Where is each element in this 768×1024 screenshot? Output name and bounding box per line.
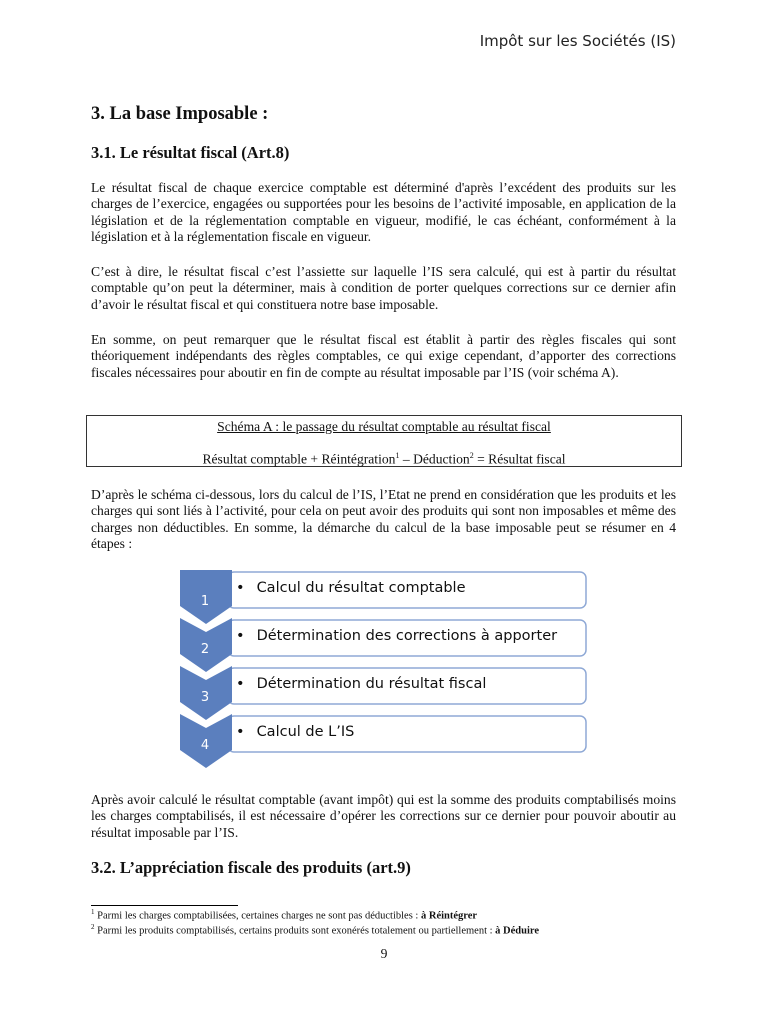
step-number-4: 4 — [200, 738, 210, 753]
paragraph-definition: Le résultat fiscal de chaque exercice comptable est déterminé d'après l’excédent des produits sur les charges de l’exercice, engagées ou supportées pour les besoins de l’activité imposable, en application de la législation et de la réglementation comptable en vigueur, modifié, le cas échéant, conformément à la législation et à la réglementation fiscale en vigueur. — [91, 180, 676, 245]
steps-diagram-graphics — [178, 566, 590, 776]
footnote-1-emphasis: à Réintégrer — [420, 910, 478, 922]
schema-a-formula — [87, 451, 681, 468]
footnote-2-text: Parmi les produits comptabilisés, certains produits sont exonérés totalement ou partiellement : — [94, 925, 496, 937]
footnote-2-emphasis: à Déduire — [495, 925, 540, 937]
step-number-1: 1 — [200, 594, 210, 609]
footnote-ref-1: 1 — [395, 451, 400, 460]
footnote-separator — [91, 905, 238, 906]
formula-reintegration: Résultat comptable + Réintégration — [202, 451, 396, 467]
section-heading-3-1: 3.1. Le résultat fiscal (Art.8) — [91, 143, 290, 162]
formula-result: = Résultat fiscal — [473, 451, 566, 467]
footnote-marker-2: 2 — [91, 923, 95, 931]
step-label-2: • Détermination des corrections à apporter — [236, 628, 557, 644]
footnote-ref-2: 2 — [469, 451, 474, 460]
paragraph-explanation: C’est à dire, le résultat fiscal c’est l’assiette sur laquelle l’IS sera calculé, qui est à partir du résultat comptable qu’on peut la déterminer, mais à condition de porter quelques corrections sur ce dernier afin d’avoir le résultat fiscal et qui constituera notre base imposable. — [91, 264, 676, 312]
page-number: 9 — [380, 946, 388, 961]
step-label-1: • Calcul du résultat comptable — [236, 580, 466, 596]
steps-diagram — [178, 566, 590, 776]
formula-deduction: – Déduction — [399, 451, 470, 467]
footnote-1-text: Parmi les charges comptabilisées, certaines charges ne sont pas déductibles : — [94, 910, 421, 922]
schema-a-title: Schéma A : le passage du résultat comptable au résultat fiscal — [217, 419, 551, 434]
paragraph-after-steps: Après avoir calculé le résultat comptable (avant impôt) qui est la somme des produits comptabilisés moins les charges comptabilisés, il est nécessaire d’opérer les corrections sur ce dernier pour pouvoir aboutir au résultat imposable par l’IS. — [91, 792, 676, 840]
schema-a-box — [86, 415, 682, 467]
section-heading-3-2: 3.2. L’appréciation fiscale des produits (art.9) — [91, 858, 411, 877]
paragraph-summary: En somme, on peut remarquer que le résultat fiscal est établit à partir des règles fiscales qui sont théoriquement indépendants des règles comptables, ce qui exige cependant, d’apporter des corrections fiscales nécessaires pour aboutir en fin de compte au résultat imposable par l’IS (voir schéma A). — [91, 332, 676, 380]
step-label-3: • Détermination du résultat fiscal — [236, 676, 486, 692]
section-heading-3: 3. La base Imposable : — [91, 104, 269, 124]
footnote-1 — [91, 908, 477, 922]
running-header: Impôt sur les Sociétés (IS) — [479, 32, 676, 50]
footnote-2 — [91, 923, 539, 937]
step-number-2: 2 — [200, 642, 210, 657]
step-number-3: 3 — [200, 690, 210, 705]
footnote-marker-1: 1 — [91, 908, 95, 916]
paragraph-after-schema: D’après le schéma ci-dessous, lors du calcul de l’IS, l’Etat ne prend en considération que les produits et les charges qui sont liés à l’activité, pour cela on peut avoir des produits qui sont non imposables et même des charges non déductibles. En somme, la démarche du calcul de la base imposable peut se résumer en 4 étapes : — [91, 487, 676, 552]
step-label-4: • Calcul de L’IS — [236, 724, 354, 740]
